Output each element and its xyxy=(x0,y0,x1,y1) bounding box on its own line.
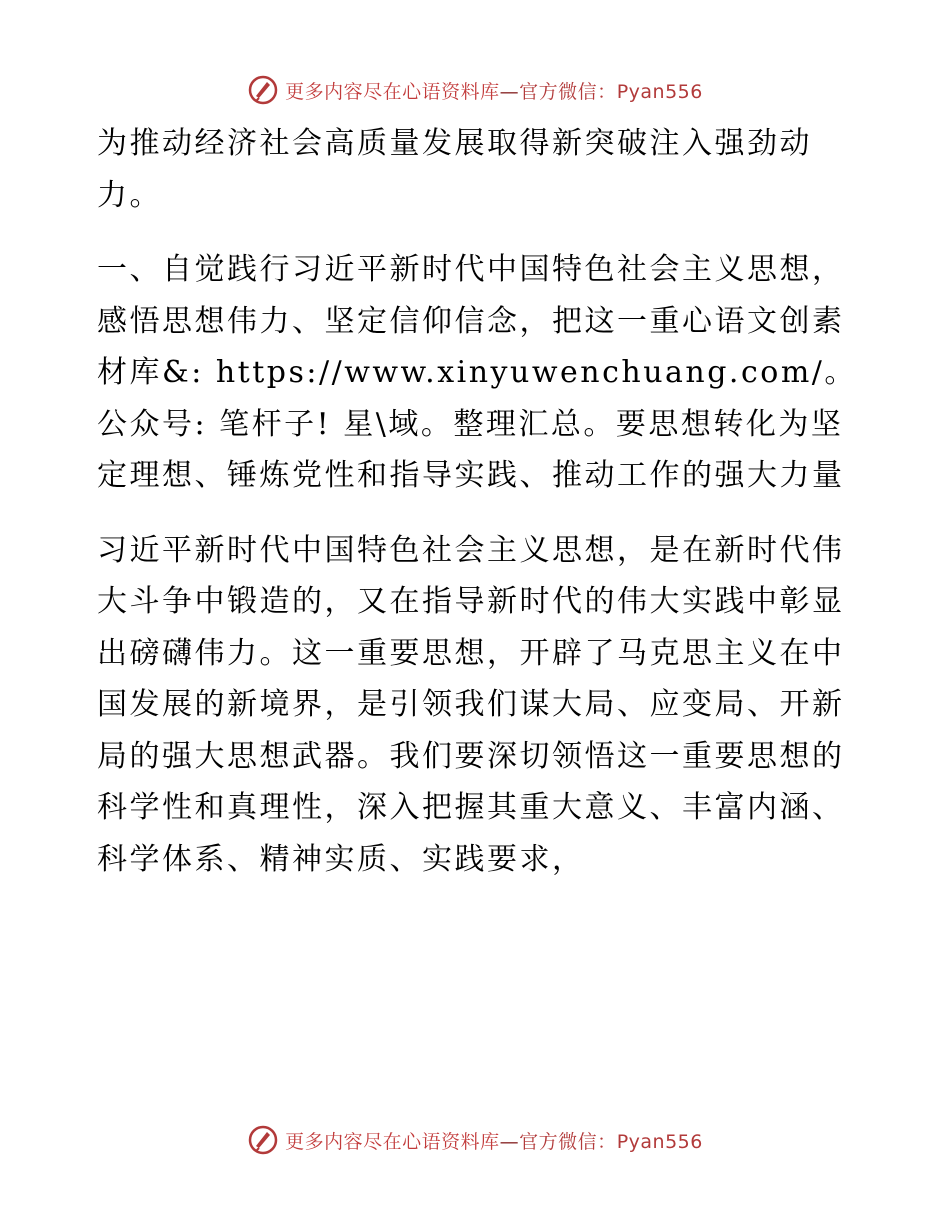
watermark-wechat-label: 官方微信： xyxy=(519,1130,617,1153)
watermark-brand: 更多内容尽在心语资料库 xyxy=(285,80,500,103)
footer-watermark xyxy=(0,1120,950,1160)
quill-seal-logo-icon xyxy=(247,1124,279,1156)
header-watermark xyxy=(0,70,950,110)
paragraph-3: 习近平新时代中国特色社会主义思想，是在新时代伟大斗争中锻造的，又在指导新时代的伟大实践中彰显出磅礴伟力。这一重要思想，开辟了马克思主义在中国发展的新境界，是引领我们谋大局、应变局、开新局的强大思想武器。我们要深切领悟这一重要思想的科学性和真理性，深入把握其重大意义、丰富内涵、科学体系、精神实质、实践要求， xyxy=(97,532,845,877)
document-body xyxy=(97,118,857,885)
watermark-text xyxy=(285,77,703,104)
watermark-text xyxy=(285,1127,703,1154)
watermark-wechat-id: Pyan556 xyxy=(616,1130,703,1153)
watermark-separator: — xyxy=(499,80,520,103)
quill-seal-logo-icon xyxy=(247,74,279,106)
watermark-separator: — xyxy=(499,1130,520,1153)
watermark-wechat-label: 官方微信： xyxy=(519,80,617,103)
paragraph-2: 一、自觉践行习近平新时代中国特色社会主义思想，感悟思想伟力、坚定信仰信念，把这一重心语文创素材库&: https://www.xinyuwenchuang.com/。公众号: 笔杆子! 星\域。整理汇总。要思想转化为坚定理想、锤炼党性和指导实践、推动工作的强大力量 xyxy=(97,252,857,493)
paragraph-1: 为推动经济社会高质量发展取得新突破注入强劲动力。 xyxy=(97,126,812,213)
watermark-wechat-id: Pyan556 xyxy=(616,80,703,103)
watermark-brand: 更多内容尽在心语资料库 xyxy=(285,1130,500,1153)
